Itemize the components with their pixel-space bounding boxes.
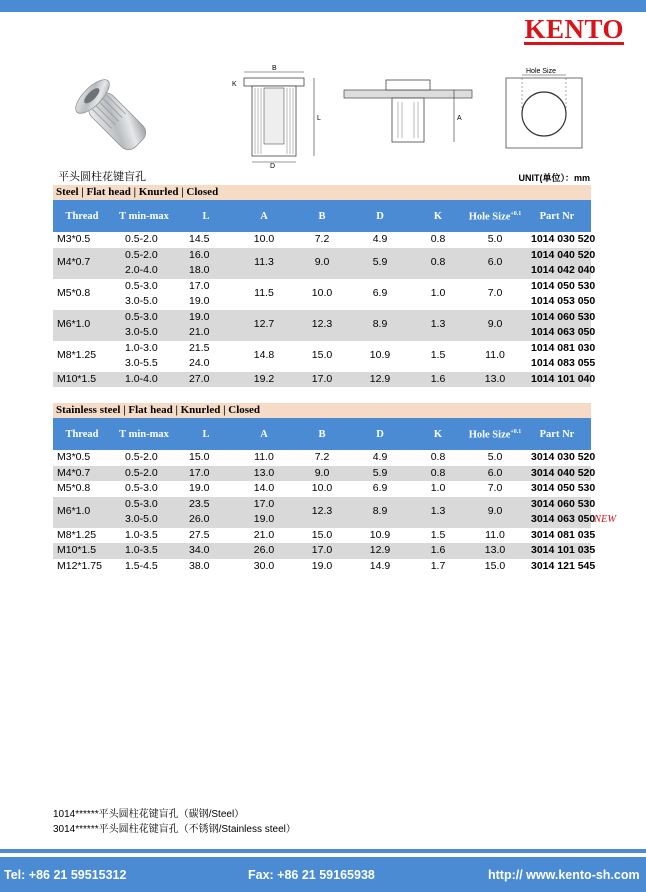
l-cell: 21.5 — [189, 341, 210, 354]
d-cell: 4.9 — [372, 233, 388, 245]
stainless-table — [53, 418, 596, 574]
l-cell: 23.5 — [177, 497, 235, 513]
part-nr-cell: 1014 030 520 — [531, 233, 596, 245]
k-cell: 1.5 — [430, 349, 446, 362]
d-cell: 6.9 — [372, 287, 388, 300]
thread-cell: M8*1.25 — [57, 528, 97, 541]
col-l: L — [177, 200, 235, 232]
hole-cell: 6.0 — [467, 466, 523, 482]
hole-size-label: Hole Size — [526, 68, 556, 75]
a-cell: 19.0 — [235, 512, 293, 528]
hole-tol: +0.1 — [510, 429, 522, 436]
col-hole-size — [467, 418, 523, 450]
dim-a-label: A — [457, 115, 462, 122]
d-cell: 8.9 — [351, 497, 409, 528]
stainless-body — [53, 450, 596, 574]
a-cell: 13.0 — [235, 466, 293, 482]
t-cell: 3.0-5.0 — [111, 512, 177, 528]
k-cell: 1.3 — [409, 310, 467, 341]
hole-cell: 13.0 — [467, 543, 523, 559]
a-cell: 12.7 — [235, 310, 293, 341]
part-nr-cell: 3014 121 545 — [531, 559, 596, 572]
hole-cell: 13.0 — [467, 372, 523, 388]
b-cell: 7.2 — [314, 233, 330, 245]
t-cell: 1.5-4.5 — [125, 559, 158, 572]
b-cell: 10.0 — [311, 482, 333, 494]
thread-cell: M5*0.8 — [57, 287, 91, 300]
installed-section-drawing — [342, 72, 474, 150]
d-cell: 10.9 — [369, 528, 391, 541]
part-nr-cell: 3014 101 035 — [523, 543, 591, 559]
part-nr-cell: 1014 083 055 — [531, 357, 596, 369]
table-row — [53, 559, 591, 575]
t-cell: 1.0-4.0 — [111, 372, 177, 388]
thread-cell: M12*1.75 — [57, 559, 102, 572]
col-k: K — [409, 418, 467, 450]
hole-cell: 15.0 — [484, 559, 506, 572]
thread-cell: M3*0.5 — [57, 233, 91, 245]
t-cell: 3.0-5.0 — [111, 325, 177, 341]
a-cell: 17.0 — [235, 497, 293, 513]
table-row — [53, 341, 591, 357]
part-nr-cell: 1014 063 050 — [523, 325, 591, 341]
d-cell: 8.9 — [351, 310, 409, 341]
steel-body — [53, 232, 596, 387]
col-l: L — [177, 418, 235, 450]
t-cell: 1.0-3.0 — [125, 341, 158, 354]
b-cell: 19.0 — [311, 559, 333, 572]
thread-cell: M8*1.25 — [57, 349, 97, 362]
note-steel: 1014******平头圆柱花键盲孔（碳钢/Steel） — [53, 809, 245, 820]
hole-size-text: Hole Size — [468, 211, 511, 223]
col-t-minmax: T min-max — [111, 418, 177, 450]
t-cell: 0.5-2.0 — [125, 233, 158, 245]
table-row — [53, 497, 591, 513]
b-cell: 9.0 — [293, 466, 351, 482]
hole-cell: 11.0 — [485, 349, 505, 362]
k-cell: 0.8 — [430, 233, 446, 245]
l-cell: 15.0 — [189, 451, 210, 463]
hole-tol: +0.1 — [510, 211, 522, 218]
l-cell: 17.0 — [189, 279, 210, 292]
l-cell: 38.0 — [189, 559, 210, 572]
part-nr-cell: 3014 040 520 — [523, 466, 591, 482]
dimension-drawing — [224, 60, 326, 168]
l-cell: 27.0 — [177, 372, 235, 388]
col-hole-size — [467, 200, 523, 232]
d-cell: 12.9 — [351, 372, 409, 388]
hole-cell: 5.0 — [487, 233, 503, 245]
steel-header-row — [53, 200, 591, 232]
hole-cell: 5.0 — [487, 451, 503, 463]
t-cell: 2.0-4.0 — [111, 263, 177, 279]
k-cell: 1.5 — [430, 528, 446, 541]
footer-fax: Fax: +86 21 59165938 — [248, 868, 375, 882]
hole-cell: 9.0 — [467, 310, 523, 341]
steel-section-title: Steel | Flat head | Knurled | Closed — [53, 185, 591, 200]
thread-cell: M4*0.7 — [53, 248, 111, 279]
part-number-notes — [53, 808, 296, 837]
k-cell: 0.8 — [430, 451, 446, 463]
d-cell: 4.9 — [372, 451, 388, 463]
rivet-nut-photo — [68, 72, 158, 162]
a-cell: 14.8 — [253, 349, 275, 362]
d-cell: 14.9 — [369, 559, 391, 572]
b-cell: 17.0 — [293, 372, 351, 388]
col-d: D — [351, 200, 409, 232]
table-row — [53, 232, 591, 248]
hole-cell: 6.0 — [467, 248, 523, 279]
footer-tel: Tel: +86 21 59515312 — [4, 868, 127, 882]
part-nr-cell: 1014 060 530 — [523, 310, 591, 326]
k-cell: 1.0 — [430, 287, 446, 300]
b-cell: 10.0 — [311, 287, 333, 300]
table-row — [53, 466, 591, 482]
col-part-nr: Part Nr — [523, 418, 591, 450]
hole-cell: 9.0 — [467, 497, 523, 528]
thread-cell: M6*1.0 — [53, 497, 111, 528]
stainless-header-row — [53, 418, 591, 450]
dim-b-label: B — [272, 65, 277, 72]
a-cell: 14.0 — [253, 482, 275, 494]
l-cell: 19.0 — [189, 295, 210, 307]
l-cell: 34.0 — [177, 543, 235, 559]
col-part-nr: Part Nr — [523, 200, 591, 232]
table-row — [53, 372, 591, 388]
hole-cell: 7.0 — [487, 482, 503, 494]
table-row — [53, 481, 591, 497]
table-row — [53, 248, 591, 264]
product-title-cn: 平头圆柱花键盲孔 — [58, 171, 146, 183]
b-cell: 15.0 — [311, 349, 333, 362]
t-cell: 1.0-3.5 — [125, 528, 158, 541]
l-cell: 16.0 — [177, 248, 235, 264]
hole-cell: 7.0 — [487, 287, 503, 300]
b-cell: 12.3 — [293, 497, 351, 528]
b-cell: 15.0 — [311, 528, 333, 541]
part-nr-cell: 3014 060 530 — [523, 497, 591, 513]
a-cell: 19.2 — [235, 372, 293, 388]
t-cell: 0.5-2.0 — [111, 248, 177, 264]
l-cell: 19.0 — [177, 310, 235, 326]
table-row — [53, 279, 591, 295]
t-cell: 0.5-3.0 — [111, 497, 177, 513]
thread-cell: M6*1.0 — [53, 310, 111, 341]
t-cell: 1.0-3.5 — [111, 543, 177, 559]
t-cell: 0.5-2.0 — [125, 451, 158, 463]
a-cell: 21.0 — [253, 528, 275, 541]
part-nr-cell: 1014 050 530 — [531, 279, 596, 292]
t-cell: 0.5-3.0 — [125, 482, 158, 494]
a-cell: 30.0 — [253, 559, 275, 572]
l-cell: 17.0 — [177, 466, 235, 482]
thread-cell: M10*1.5 — [53, 372, 111, 388]
new-badge: NEW — [594, 514, 617, 525]
k-cell: 1.6 — [409, 372, 467, 388]
table-row — [53, 528, 591, 544]
hole-size-drawing — [500, 64, 588, 152]
col-thread: Thread — [53, 418, 111, 450]
k-cell: 0.8 — [409, 248, 467, 279]
dim-k-label: K — [232, 81, 237, 88]
thread-cell: M3*0.5 — [57, 451, 91, 463]
col-thread: Thread — [53, 200, 111, 232]
col-a: A — [235, 418, 293, 450]
a-cell: 10.0 — [253, 233, 275, 245]
l-cell: 24.0 — [189, 357, 210, 369]
table-row — [53, 543, 591, 559]
t-cell: 3.0-5.0 — [125, 295, 158, 307]
d-cell: 12.9 — [351, 543, 409, 559]
part-nr-cell: 1014 040 520 — [523, 248, 591, 264]
part-nr-cell: 1014 042 040 — [523, 263, 591, 279]
thread-cell: M10*1.5 — [53, 543, 111, 559]
col-d: D — [351, 418, 409, 450]
l-cell: 19.0 — [189, 482, 210, 494]
l-cell: 27.5 — [189, 528, 210, 541]
b-cell: 9.0 — [293, 248, 351, 279]
dim-d-label: D — [270, 163, 276, 168]
table-row — [53, 310, 591, 326]
k-cell: 1.3 — [409, 497, 467, 528]
l-cell: 18.0 — [177, 263, 235, 279]
k-cell: 1.6 — [409, 543, 467, 559]
thread-cell: M5*0.8 — [57, 482, 91, 494]
part-nr-cell: 3014 030 520 — [531, 451, 596, 463]
part-nr-cell: 3014 063 050 — [523, 512, 591, 528]
thread-cell: M4*0.7 — [53, 466, 111, 482]
steel-table — [53, 200, 596, 387]
t-cell: 0.5-3.0 — [125, 279, 158, 292]
l-cell: 26.0 — [177, 512, 235, 528]
part-nr-cell: 1014 053 050 — [531, 295, 596, 307]
table-row — [53, 450, 591, 466]
col-t-minmax: T min-max — [111, 200, 177, 232]
hole-cell: 11.0 — [485, 528, 505, 541]
top-band — [0, 0, 646, 12]
b-cell: 7.2 — [314, 451, 330, 463]
col-a: A — [235, 200, 293, 232]
unit-label: UNIT(单位）：mm — [518, 173, 590, 183]
t-cell: 3.0-5.5 — [125, 357, 158, 369]
a-cell: 26.0 — [235, 543, 293, 559]
dim-l-label: L — [317, 115, 321, 122]
d-cell: 5.9 — [351, 466, 409, 482]
footer-rule — [0, 849, 646, 853]
note-stainless: 3014******平头圆柱花键盲孔（不锈钢/Stainless steel） — [53, 823, 296, 835]
a-cell: 11.0 — [254, 451, 274, 463]
col-b: B — [293, 418, 351, 450]
k-cell: 1.7 — [430, 559, 446, 572]
a-cell: 11.5 — [254, 287, 274, 300]
b-cell: 17.0 — [293, 543, 351, 559]
d-cell: 5.9 — [351, 248, 409, 279]
hole-size-text: Hole Size — [468, 429, 511, 441]
footer — [0, 857, 646, 892]
footer-web[interactable]: http:// www.kento-sh.com — [488, 868, 640, 882]
b-cell: 12.3 — [293, 310, 351, 341]
t-cell: 0.5-3.0 — [111, 310, 177, 326]
stainless-section-title: Stainless steel | Flat head | Knurled | Closed — [53, 403, 591, 418]
col-b: B — [293, 200, 351, 232]
k-cell: 1.0 — [430, 482, 446, 494]
d-cell: 10.9 — [369, 349, 391, 362]
col-k: K — [409, 200, 467, 232]
part-nr-cell: 3014 050 530 — [531, 482, 596, 494]
kento-logo: KENTO — [524, 14, 624, 44]
a-cell: 11.3 — [235, 248, 293, 279]
k-cell: 0.8 — [409, 466, 467, 482]
l-cell: 21.0 — [177, 325, 235, 341]
t-cell: 0.5-2.0 — [111, 466, 177, 482]
part-nr-cell: 1014 081 030 — [531, 341, 596, 354]
part-nr-cell: 3014 081 035 — [531, 528, 596, 541]
d-cell: 6.9 — [372, 482, 388, 494]
l-cell: 14.5 — [189, 233, 210, 245]
part-nr-cell: 1014 101 040 — [523, 372, 591, 388]
